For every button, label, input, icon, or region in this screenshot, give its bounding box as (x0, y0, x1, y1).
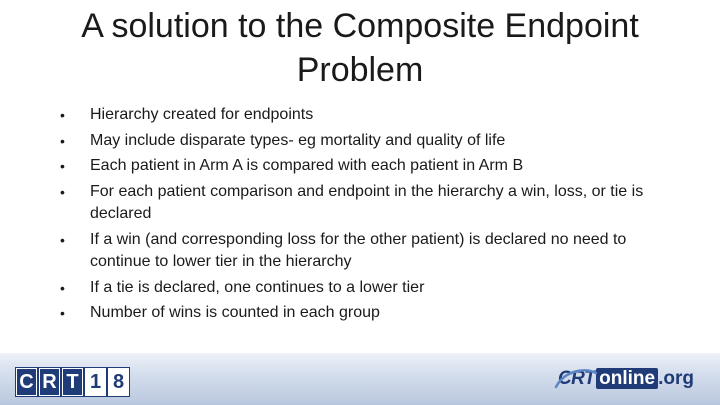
bullet-icon: • (60, 305, 65, 321)
bullet-item (60, 229, 686, 274)
bullet-item (60, 104, 686, 127)
bullet-item (60, 130, 686, 153)
swoosh-icon (554, 367, 598, 393)
crt18-logo (16, 368, 129, 396)
bullet-text: May include disparate types- eg mortality and quality of life (90, 131, 506, 149)
bullet-icon: • (60, 279, 65, 296)
bullet-icon: • (60, 231, 65, 248)
footer-bar (0, 353, 720, 405)
slide-title: A solution to the Composite Endpoint Problem (81, 7, 639, 89)
logo-crt-text: CRT (557, 368, 596, 389)
bullet-icon: • (60, 183, 65, 200)
bullet-text: Number of wins is counted in each group (90, 304, 380, 321)
bullet-text: Hierarchy created for endpoints (90, 106, 314, 123)
bullet-item (60, 155, 686, 178)
bullet-text: If a win (and corresponding loss for the other patient) is declared no need to continue to lower tier in the hierarchy (90, 230, 627, 270)
logo-org-text: .org (658, 368, 694, 389)
bullet-item (60, 277, 686, 300)
bullet-text: Each patient in Arm A is compared with each patient in Arm B (90, 157, 524, 174)
bullet-icon: • (60, 132, 65, 149)
logo-letter: R (39, 368, 60, 396)
bullet-item (60, 302, 686, 325)
logo-letter: C (16, 368, 37, 396)
bullet-text: If a tie is declared, one continues to a lower tier (90, 278, 425, 296)
logo-digit: 8 (108, 368, 129, 396)
bullet-icon: • (60, 158, 65, 174)
bullet-icon: • (60, 107, 65, 123)
logo-online-text: online (596, 368, 658, 389)
crtonline-logo (558, 365, 694, 393)
logo-digit: 1 (85, 368, 106, 396)
bullet-item (60, 181, 686, 226)
bullet-list (60, 104, 686, 328)
bullet-text: For each patient comparison and endpoint in the hierarchy a win, loss, or tie is declared (90, 182, 644, 222)
logo-letter: T (62, 368, 83, 396)
